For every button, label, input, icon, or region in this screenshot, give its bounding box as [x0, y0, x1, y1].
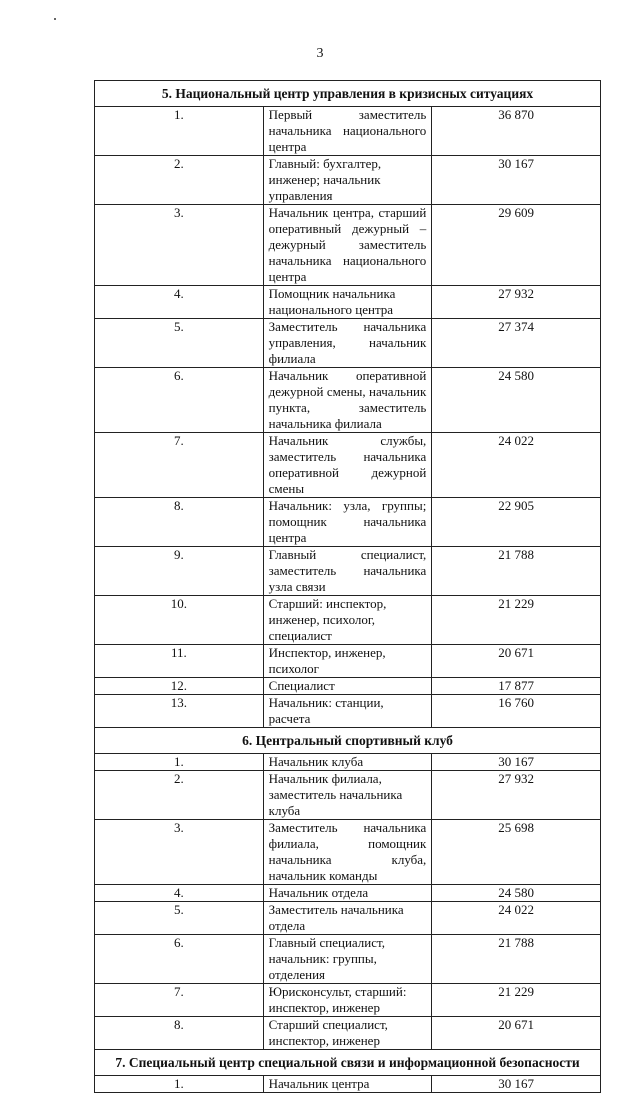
table-row: [95, 902, 601, 935]
salary-value: 30 167: [432, 754, 601, 771]
row-number: 8.: [95, 1017, 264, 1050]
section-title: 7. Специальный центр специальной связи и информационной безопасности: [95, 1050, 601, 1076]
section-header: [95, 1050, 601, 1076]
salary-value: 22 905: [432, 498, 601, 547]
salary-value: 27 374: [432, 319, 601, 368]
table-row: [95, 433, 601, 498]
table-row: [95, 368, 601, 433]
table-row: [95, 596, 601, 645]
table-row: [95, 156, 601, 205]
salary-value: 20 671: [432, 1017, 601, 1050]
position-title: Главный специалист, заместитель начальника узла связи: [263, 547, 432, 596]
salary-value: 16 760: [432, 695, 601, 728]
row-number: 5.: [95, 319, 264, 368]
row-number: 6.: [95, 935, 264, 984]
table-row: [95, 820, 601, 885]
row-number: 8.: [95, 498, 264, 547]
table-row: [95, 984, 601, 1017]
salary-value: 21 229: [432, 984, 601, 1017]
table-row: [95, 547, 601, 596]
position-title: Старший специалист, инспектор, инженер: [263, 1017, 432, 1050]
position-title: Специалист: [263, 678, 432, 695]
salary-value: 24 580: [432, 368, 601, 433]
salary-value: 30 167: [432, 156, 601, 205]
table-row: [95, 107, 601, 156]
salary-value: 17 877: [432, 678, 601, 695]
position-title: Начальник: узла, группы; помощник начальника центра: [263, 498, 432, 547]
table-row: [95, 1076, 601, 1093]
salary-value: 36 870: [432, 107, 601, 156]
section-title: 5. Национальный центр управления в кризисных ситуациях: [95, 81, 601, 107]
position-title: Начальник центра, старший оперативный дежурный – дежурный заместитель начальника национального центра: [263, 205, 432, 286]
position-title: Инспектор, инженер, психолог: [263, 645, 432, 678]
table-row: [95, 678, 601, 695]
row-number: 11.: [95, 645, 264, 678]
position-title: Начальник клуба: [263, 754, 432, 771]
row-number: 4.: [95, 286, 264, 319]
table-row: [95, 645, 601, 678]
row-number: 6.: [95, 368, 264, 433]
row-number: 7.: [95, 984, 264, 1017]
position-title: Начальник центра: [263, 1076, 432, 1093]
page-number: 3: [316, 46, 324, 61]
position-title: Юрисконсульт, старший: инспектор, инженер: [263, 984, 432, 1017]
salary-value: 27 932: [432, 771, 601, 820]
table-row: [95, 205, 601, 286]
salary-value: 24 022: [432, 902, 601, 935]
salary-value: 20 671: [432, 645, 601, 678]
table-row: [95, 754, 601, 771]
position-title: Начальник: станции, расчета: [263, 695, 432, 728]
position-title: Первый заместитель начальника национального центра: [263, 107, 432, 156]
salary-value: 24 022: [432, 433, 601, 498]
row-number: 9.: [95, 547, 264, 596]
table-row: [95, 1017, 601, 1050]
salary-value: 25 698: [432, 820, 601, 885]
position-title: Начальник оперативной дежурной смены, начальник пункта, заместитель начальника филиала: [263, 368, 432, 433]
position-title: Начальник службы, заместитель начальника оперативной дежурной смены: [263, 433, 432, 498]
position-title: Заместитель начальника управления, начальник филиала: [263, 319, 432, 368]
scan-speck: [54, 18, 56, 20]
row-number: 1.: [95, 107, 264, 156]
salary-table-body: [95, 81, 601, 1093]
row-number: 7.: [95, 433, 264, 498]
row-number: 5.: [95, 902, 264, 935]
salary-value: 27 932: [432, 286, 601, 319]
row-number: 13.: [95, 695, 264, 728]
table-row: [95, 695, 601, 728]
table-row: [95, 498, 601, 547]
salary-value: 24 580: [432, 885, 601, 902]
table-row: [95, 319, 601, 368]
row-number: 12.: [95, 678, 264, 695]
salary-value: 30 167: [432, 1076, 601, 1093]
row-number: 4.: [95, 885, 264, 902]
row-number: 2.: [95, 156, 264, 205]
salary-value: 21 788: [432, 547, 601, 596]
row-number: 2.: [95, 771, 264, 820]
salary-value: 29 609: [432, 205, 601, 286]
position-title: Заместитель начальника филиала, помощник начальника клуба, начальник команды: [263, 820, 432, 885]
section-header: [95, 81, 601, 107]
salary-value: 21 788: [432, 935, 601, 984]
table-row: [95, 286, 601, 319]
position-title: Помощник начальника национального центра: [263, 286, 432, 319]
table-row: [95, 885, 601, 902]
position-title: Главный: бухгалтер, инженер; начальник управления: [263, 156, 432, 205]
row-number: 1.: [95, 754, 264, 771]
position-title: Старший: инспектор, инженер, психолог, специалист: [263, 596, 432, 645]
position-title: Начальник филиала, заместитель начальника клуба: [263, 771, 432, 820]
table-row: [95, 771, 601, 820]
row-number: 1.: [95, 1076, 264, 1093]
salary-table: [94, 80, 601, 1093]
table-row: [95, 935, 601, 984]
position-title: Начальник отдела: [263, 885, 432, 902]
row-number: 10.: [95, 596, 264, 645]
section-header: [95, 728, 601, 754]
section-title: 6. Центральный спортивный клуб: [95, 728, 601, 754]
row-number: 3.: [95, 205, 264, 286]
row-number: 3.: [95, 820, 264, 885]
position-title: Заместитель начальника отдела: [263, 902, 432, 935]
salary-value: 21 229: [432, 596, 601, 645]
position-title: Главный специалист, начальник: группы, отделения: [263, 935, 432, 984]
